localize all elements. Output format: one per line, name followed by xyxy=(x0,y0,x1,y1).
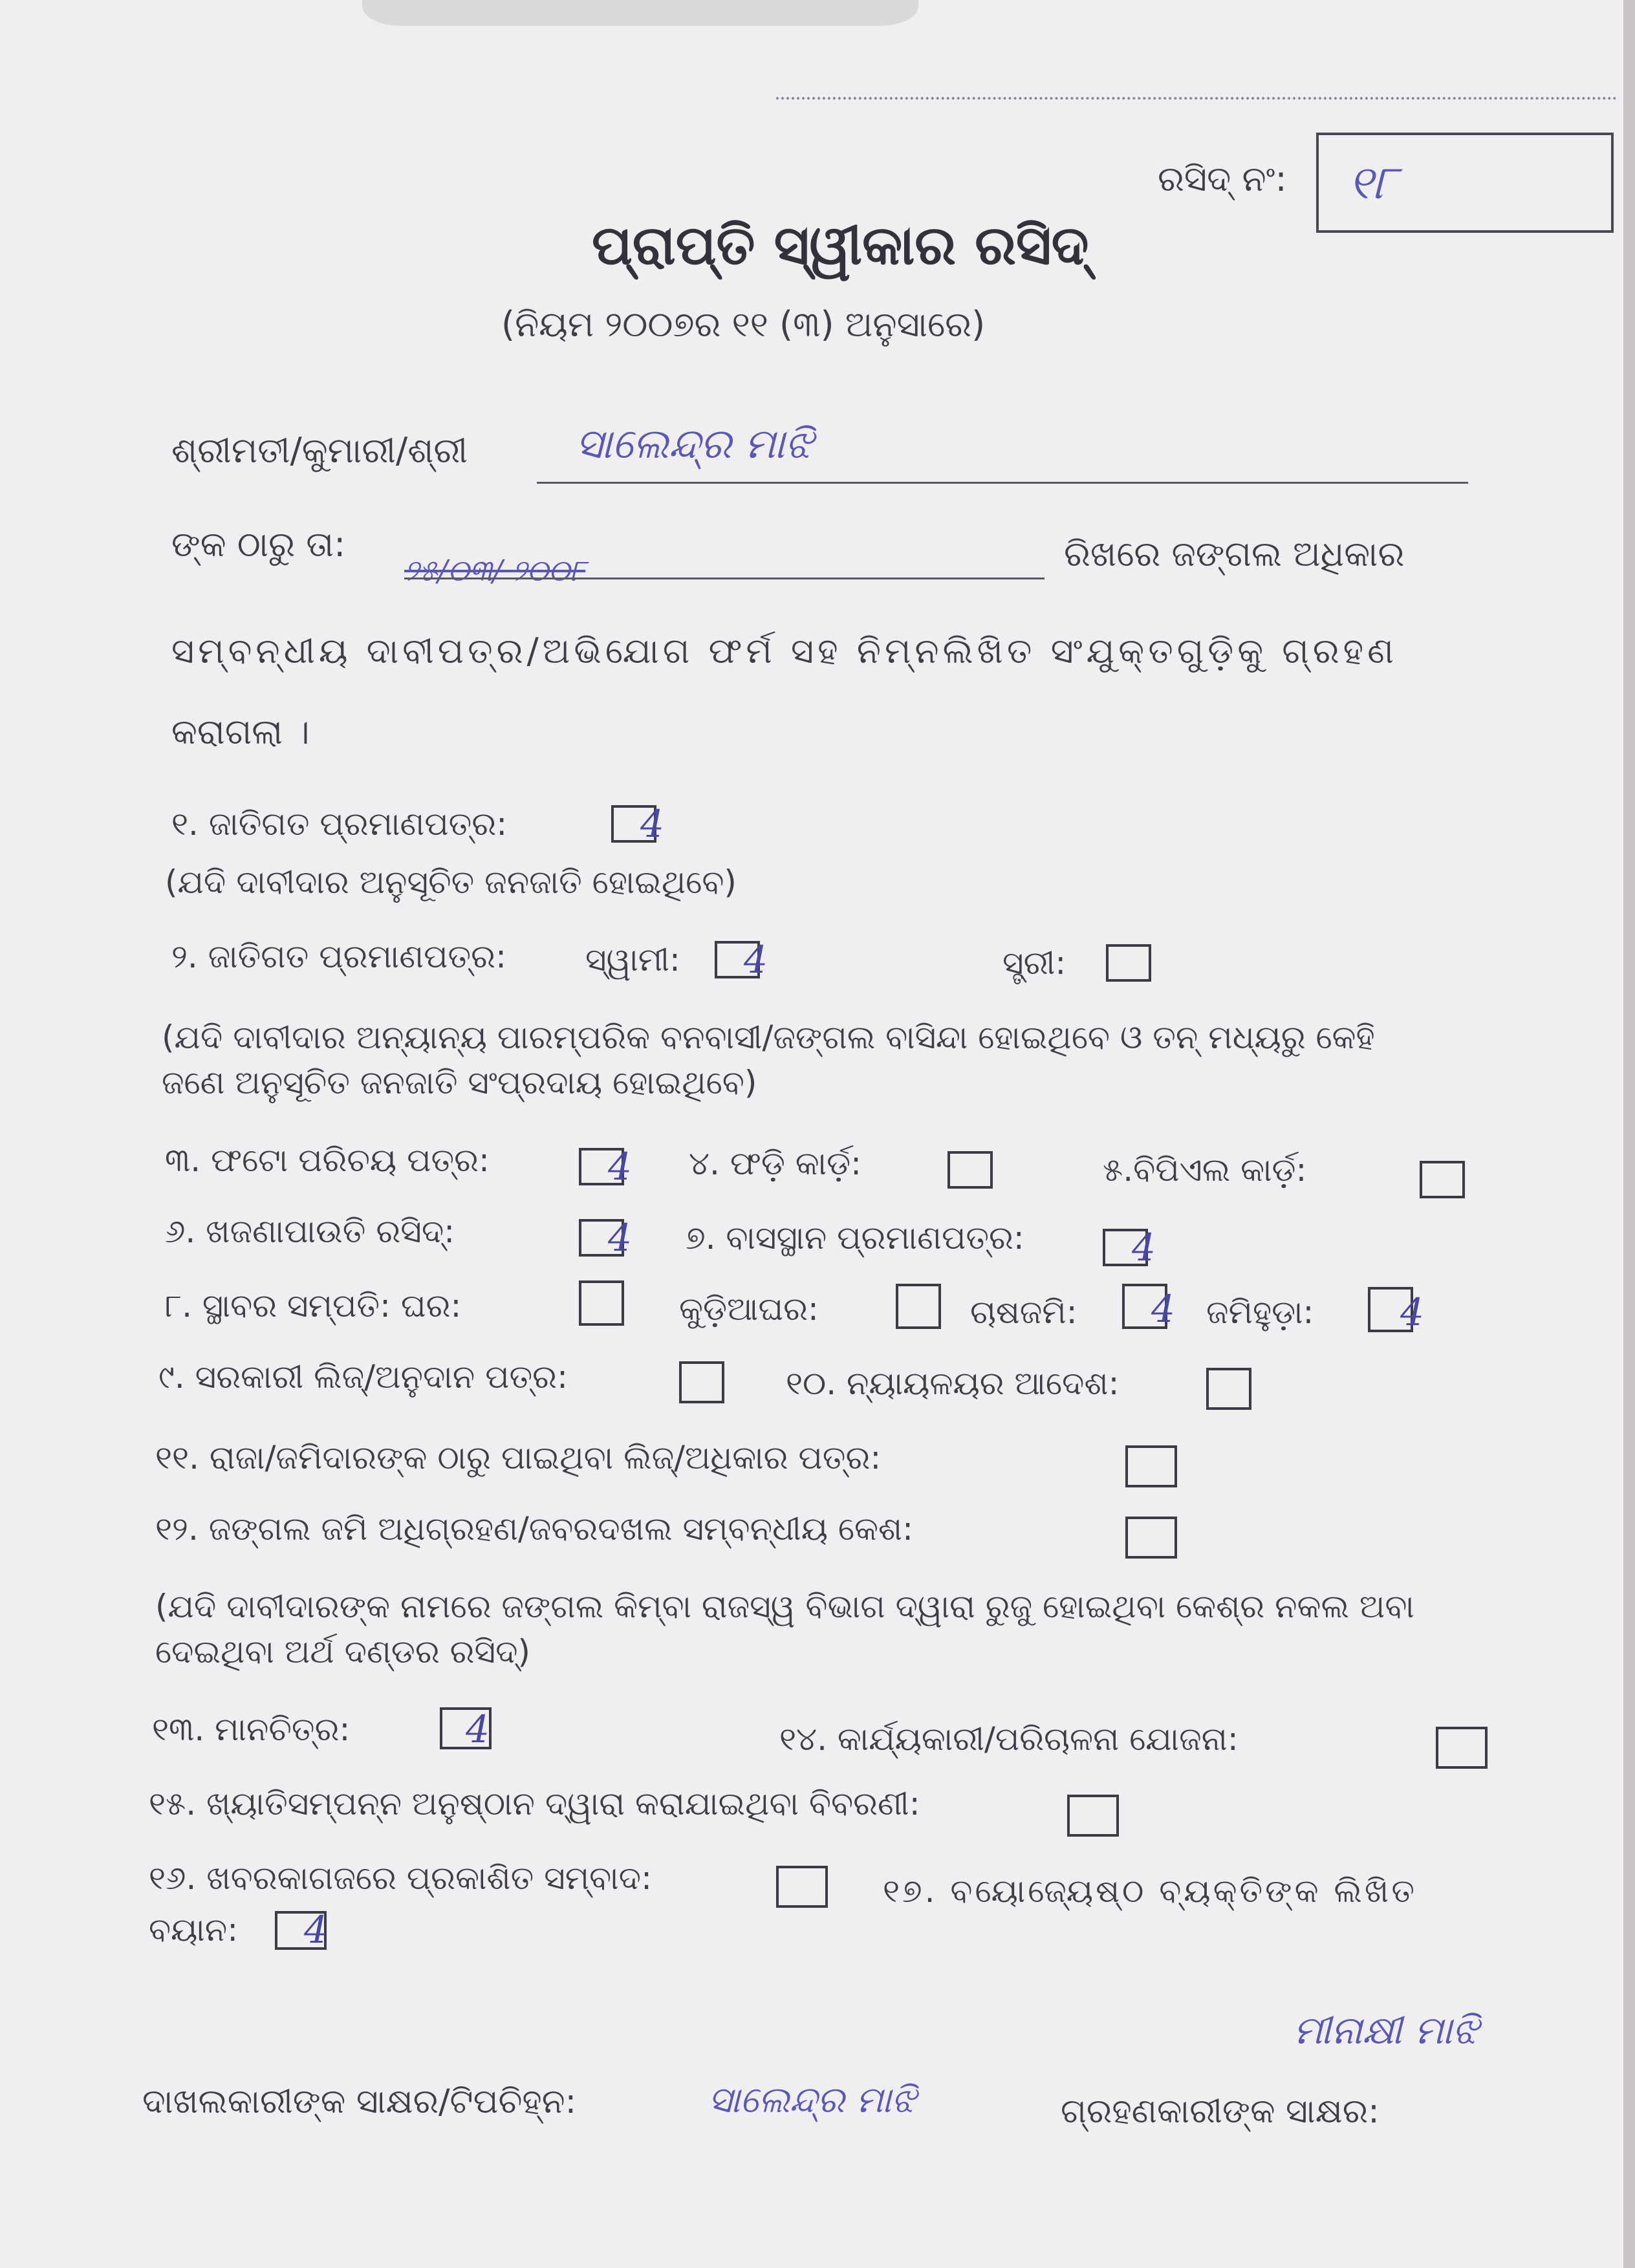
item-16-label: ୧୬. ଖବରକାଗଜରେ ପ୍ରକାଶିତ ସମ୍ବାଦ: xyxy=(149,1859,652,1897)
item-6-label: ୬. ଖଜଣାପାଉତି ରସିଦ୍: xyxy=(165,1213,455,1250)
item-4-checkbox[interactable] xyxy=(947,1151,993,1189)
item-9-label: ୯. ସରକାରୀ ଲିଜ୍/ଅନୁଦାନ ପତ୍ର: xyxy=(158,1358,568,1396)
item-7-tick: 4 xyxy=(1132,1226,1156,1269)
item-8-land-label: ଜମିହୁଡ଼ା: xyxy=(1206,1293,1314,1331)
item-8-house-checkbox[interactable] xyxy=(579,1280,624,1326)
page-subtitle: (ନିୟମ ୨୦୦୭ର ୧୧ (୩) ଅନୁସାରେ) xyxy=(501,304,986,345)
item-12-note-2: ଦେଇଥିବା ଅର୍ଥ ଦଣ୍ଡର ରସିଦ୍) xyxy=(155,1633,531,1670)
submitter-signature-label: ଦାଖଲକାରୀଙ୍କ ସାକ୍ଷର/ଟିପଚିହ୍ନ: xyxy=(142,2082,577,2121)
item-10-checkbox[interactable] xyxy=(1206,1368,1251,1410)
receipt-no-label: ରସିଦ୍ ନଂ: xyxy=(1158,158,1287,199)
receiver-signature-label: ଗ୍ରହଣକାରୀଙ୍କ ସାକ୍ଷର: xyxy=(1061,2092,1380,2131)
item-17-label: ୧୭. ବୟୋଜ୍ୟେଷ୍ଠ ବ୍ୟକ୍ତିଙ୍କ ଲିଖିତ xyxy=(883,1872,1417,1910)
item-9-checkbox[interactable] xyxy=(679,1361,724,1403)
item-15-label: ୧୫. ଖ୍ୟାତିସମ୍ପନ୍ନ ଅନୁଷ୍ଠାନ ଦ୍ୱାରା କରାଯାଇଥିବା ବିବରଣୀ: xyxy=(149,1785,920,1822)
item-8-label: ୮. ସ୍ଥାବର ସମ୍ପତି: ଘର: xyxy=(165,1287,462,1324)
item-8-farm-label: ଚାଷଜମି: xyxy=(970,1293,1077,1331)
item-17-cont-label: ବୟାନ: xyxy=(149,1911,239,1949)
claimant-name: ସାଲେନ୍ଦ୍ର ମାଝି xyxy=(576,420,814,468)
page-title: ପ୍ରାପ୍ତି ସ୍ୱୀକାର ରସିଦ୍ xyxy=(592,213,1089,277)
item-14-label: ୧୪. କାର୍ଯ୍ୟକାରୀ/ପରିଚାଳନା ଯୋଜନା: xyxy=(779,1720,1239,1758)
item-1-tick: 4 xyxy=(640,802,664,846)
item-2-husband-tick: 4 xyxy=(744,938,768,982)
receipt-no-value: ୧୮ xyxy=(1348,155,1398,210)
item-11-label: ୧୧. ରାଜା/ଜମିଦାରଙ୍କ ଠାରୁ ପାଇଥିବା ଲିଜ୍/ଅଧିକାର ପତ୍ର: xyxy=(155,1439,882,1476)
date-underline xyxy=(404,578,1045,579)
item-16-checkbox[interactable] xyxy=(776,1866,828,1908)
item-1-label: ୧. ଜାତିଗତ ପ୍ରମାଣପତ୍ର: xyxy=(171,805,508,843)
item-15-checkbox[interactable] xyxy=(1067,1795,1119,1837)
item-3-label: ୩. ଫଟୋ ପରିଚୟ ପତ୍ର: xyxy=(165,1141,490,1179)
item-12-note-1: (ଯଦି ଦାବୀଦାରଙ୍କ ନାମରେ ଜଙ୍ଗଲ କିମ୍ବା ରାଜସ୍ୱ ବିଭାଗ ଦ୍ୱାରା ରୁଜୁ ହୋଇଥିବା କେଶ୍‌ର ନକଲ ଅବା xyxy=(155,1588,1414,1625)
item-12-label: ୧୨. ଜଙ୍ଗଲ ଜମି ଅଧିଗ୍ରହଣ/ଜବରଦଖଲ ସମ୍ବନ୍ଧୀୟ କେଶ: xyxy=(155,1510,913,1548)
item-12-checkbox[interactable] xyxy=(1125,1517,1177,1559)
item-4-label: ୪. ଫଡ଼ି କାର୍ଡ଼: xyxy=(689,1145,862,1182)
item-8-land-tick: 4 xyxy=(1400,1290,1424,1334)
item-5-checkbox[interactable] xyxy=(1420,1161,1465,1198)
item-2-label: ୨. ଜାତିଗତ ପ୍ରମାଣପତ୍ର: xyxy=(171,938,506,975)
claimant-label: ଶ୍ରୀମତୀ/କୁମାରୀ/ଶ୍ରୀ xyxy=(171,430,468,471)
item-13-tick: 4 xyxy=(466,1707,490,1751)
item-6-tick: 4 xyxy=(608,1216,632,1260)
item-2-husband-label: ସ୍ୱାମୀ: xyxy=(585,941,680,978)
claimant-name-underline xyxy=(537,482,1468,484)
item-1-note: (ଯଦି ଦାବୀଦାର ଅନୁସୂଚିତ ଜନଜାତି ହୋଇଥିବେ) xyxy=(165,863,737,901)
item-2-note-2: ଜଣେ ଅନୁସୂଚିତ ଜନଜାତି ସଂପ୍ରଦାୟ ହୋଇଥିବେ) xyxy=(162,1064,757,1101)
item-3-tick: 4 xyxy=(608,1145,632,1189)
perforation-line xyxy=(776,97,1617,100)
date-suffix: ରିଖରେ ଜଙ୍ଗଲ ଅଧିକାର xyxy=(1064,534,1405,574)
item-2-note-1: (ଯଦି ଦାବୀଦାର ଅନ୍ୟାନ୍ୟ ପାରମ୍ପରିକ ବନବାସୀ/ଜଙ୍ଗଲ ବାସିନ୍ଦା ହୋଇଥିବେ ଓ ତନ୍ ମଧ୍ୟରୁ କେହି xyxy=(162,1019,1375,1056)
item-7-label: ୭. ବାସସ୍ଥାନ ପ୍ରମାଣପତ୍ର: xyxy=(686,1219,1024,1257)
item-2-wife-checkbox[interactable] xyxy=(1106,944,1151,982)
claim-line3: କରାଗଲା । xyxy=(171,711,310,752)
item-10-label: ୧୦. ନ୍ୟାୟଳୟର ଆଦେଶ: xyxy=(786,1365,1120,1402)
claim-line2: ସମ୍ବନ୍ଧୀୟ ଦାବୀପତ୍ର/ଅଭିଯୋଗ ଫର୍ମ ସହ ନିମ୍ନଲିଖିତ ସଂଯୁକ୍ତଗୁଡ଼ିକୁ ଗ୍ରହଣ xyxy=(171,631,1398,671)
item-5-label: ୫.ବିପିଏଲ କାର୍ଡ଼: xyxy=(1103,1151,1307,1189)
item-2-wife-label: ସ୍ତ୍ରୀ: xyxy=(1002,944,1067,982)
item-8-hut-label: କୁଡ଼ିଆଘର: xyxy=(679,1290,819,1328)
item-8-hut-checkbox[interactable] xyxy=(896,1284,941,1329)
item-17-tick: 4 xyxy=(304,1908,328,1952)
torn-edge xyxy=(362,0,918,26)
item-13-label: ୧୩. ମାନଚିତ୍ର: xyxy=(152,1711,351,1748)
date-prefix: ଙ୍କ ଠାରୁ ତା: xyxy=(171,524,346,565)
submitter-signature: ସାଲେନ୍ଦ୍ର ମାଝି xyxy=(708,2079,916,2121)
receiver-signature: ମୀନାକ୍ଷୀ ମାଝି xyxy=(1294,2008,1479,2053)
item-11-checkbox[interactable] xyxy=(1125,1445,1177,1487)
date-value: ୨୫/୦୩/ ୨୦୦୮ xyxy=(404,553,586,588)
item-14-checkbox[interactable] xyxy=(1436,1727,1488,1769)
page-edge xyxy=(1623,0,1635,2268)
item-8-farm-tick: 4 xyxy=(1151,1287,1175,1331)
